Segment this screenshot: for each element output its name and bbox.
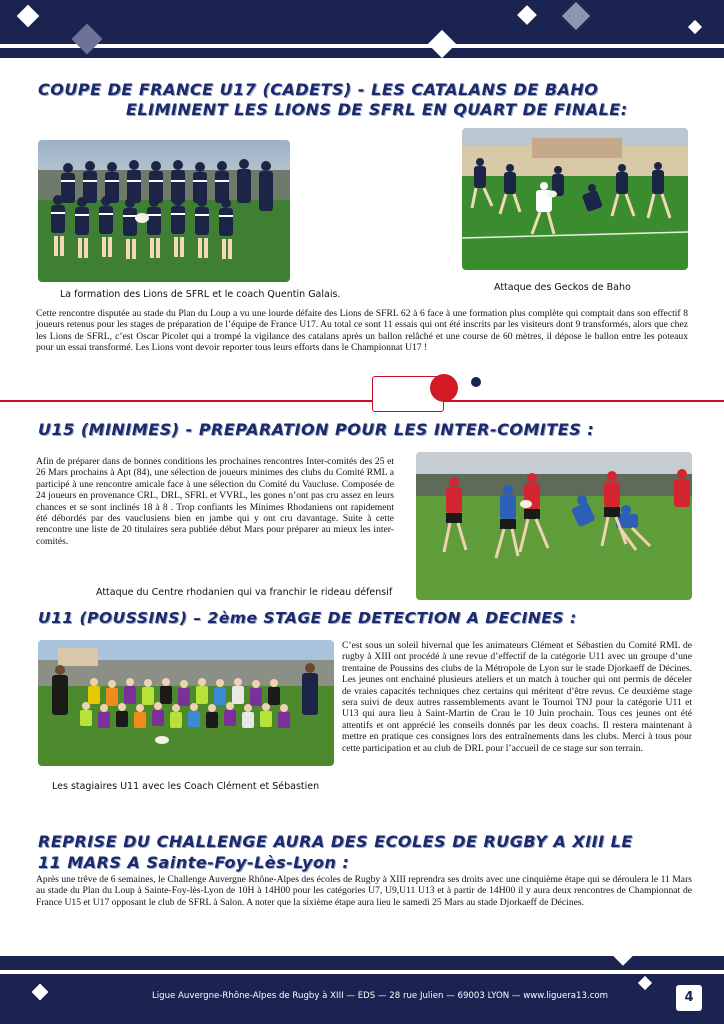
section2-title: U15 (MINIMES) - PREPARATION POUR LES INTER-COMITES : bbox=[38, 420, 595, 439]
lions-team-photo bbox=[38, 140, 290, 282]
divider-navy-dot bbox=[471, 377, 481, 387]
section3-body: C’est sous un soleil hivernal que les animateurs Clément et Sébastien du Comité RML de rugby à XIII ont procédé à une revue d’effectif de la catégorie U11 avec un groupe d’une trentaine de Poussins des clubs de la Métropole de Lyon sur le stade Djorkaeff de Décines. Les jeunes ont enchainé plusieurs ateliers et un match à toucher qui ont permis de déceler de vraies capacités techniques chez certains qui méritent d’être revus. Ce deuxième stage sera suivi de deux autres rassemblements avant le Tournoi TNJ pour la catégorie U11 et U13 qui aura lieu à Saint-Martin de Crau le 10 Juin prochain. Tous ces jeunes ont été attentifs et ont apprécié les conseils donnés par les deux coachs. Il restera maintenant à mettre en pratique ces consignes lors des entraînements dans les clubs. Merci à tous pour cette participation et au club de DRL pour l’accueil de ce stage sur son terrain. bbox=[342, 640, 692, 754]
section-divider bbox=[0, 400, 724, 402]
geckos-attack-illustration bbox=[462, 128, 688, 270]
centre-rhodanien-photo bbox=[416, 452, 692, 600]
u11-stagiaires-photo bbox=[38, 640, 334, 766]
section4-body: Après une trêve de 6 semaines, le Challenge Auvergne Rhône-Alpes des écoles de Rugby à XIII reprendra ses droits avec une cinquième étape qui se déroulera le 11 Mars au stade du Plan du Loup à Sainte-Foy-lès-Lyon de 10H à 14H00 pour les catégories U7, U9,U11 U13 et à partir de 14H00 il y aura deux rencontres de Championnat de France U15 et U17 opposant le club de SFRL à Salon. A noter que la sixième étape aura lieu le samedi 25 Mars au stade Djorkaeff de Décines. bbox=[36, 874, 692, 908]
divider-red-dot bbox=[430, 374, 458, 402]
header-band bbox=[0, 0, 724, 44]
section1-title-line1: COUPE DE FRANCE U17 (CADETS) - LES CATALANS DE BAHO bbox=[38, 80, 599, 99]
centre-rhodanien-caption: Attaque du Centre rhodanien qui va franchir le rideau défensif bbox=[96, 587, 393, 598]
header-band-lower bbox=[0, 48, 724, 58]
u11-stagiaires-illustration bbox=[38, 640, 334, 766]
section2-body: Afin de préparer dans de bonnes conditions les prochaines rencontres Inter-comités des 25 et 26 Mars prochains à Apt (84), une sélection de joueurs minimes des clubs du Comité RML a participé à une rencontre amicale face à une sélection du Comité du Vaucluse. Composée de 24 joueurs en provenance CRL, DRL, SFRL et VVRL, les gones n’ont pas cru assez en leurs chances et se sont inclinés 18 à 8 . Trop confiants les Minimes Rhodaniens ont rapidement été débordés par des vauclusiens bien en jambe qui y ont cru davantage. Suite à cette rencontre une liste de 20 titulaires sera publiée début Mars pour préparer au mieux les inter-comités. bbox=[36, 456, 394, 547]
lions-photo-caption: La formation des Lions de SFRL et le coach Quentin Galais. bbox=[60, 289, 341, 300]
section4-title-line2: 11 MARS A Sainte-Foy-Lès-Lyon : bbox=[38, 853, 350, 872]
footer-address: Ligue Auvergne-Rhône-Alpes de Rugby à XIII — EDS — 28 rue Julien — 69003 LYON — www.liguera13.com bbox=[151, 991, 609, 1001]
section4-title-line1: REPRISE DU CHALLENGE AURA DES ECOLES DE RUGBY A XIII LE bbox=[38, 832, 633, 851]
section1-title-line2: ELIMINENT LES LIONS DE SFRL EN QUART DE FINALE: bbox=[126, 100, 628, 119]
centre-rhodanien-illustration bbox=[416, 452, 692, 600]
u11-photo-caption: Les stagiaires U11 avec les Coach Clément et Sébastien bbox=[52, 781, 320, 792]
page-number: 4 bbox=[676, 985, 702, 1011]
geckos-photo-caption: Attaque des Geckos de Baho bbox=[494, 282, 631, 293]
lions-team-illustration bbox=[38, 140, 290, 282]
geckos-attack-photo bbox=[462, 128, 688, 270]
section1-body: Cette rencontre disputée au stade du Plan du Loup a vu une lourde défaite des Lions de SFRL 62 à 6 face à une formation plus complète qui comptait dans son effectif 8 joueurs retenus pour les stages de préparation de l’équipe de France U17. Au total ce sont 11 essais qui ont été inscrits par les visiteurs dont 9 transformés, alors que chez les Lions de SFRL, c’est Oscar Picolet qui a trompé la vigilance des catalans après un ballon relâché et une course de 60 mètres, il dépose le ballon entre les poteaux pour un essai transformé. Les Lions vont devoir reporter tous leurs efforts dans le Championnat U17 ! bbox=[36, 308, 688, 354]
section3-title: U11 (POUSSINS) – 2ème STAGE DE DETECTION A DECINES : bbox=[38, 609, 577, 627]
